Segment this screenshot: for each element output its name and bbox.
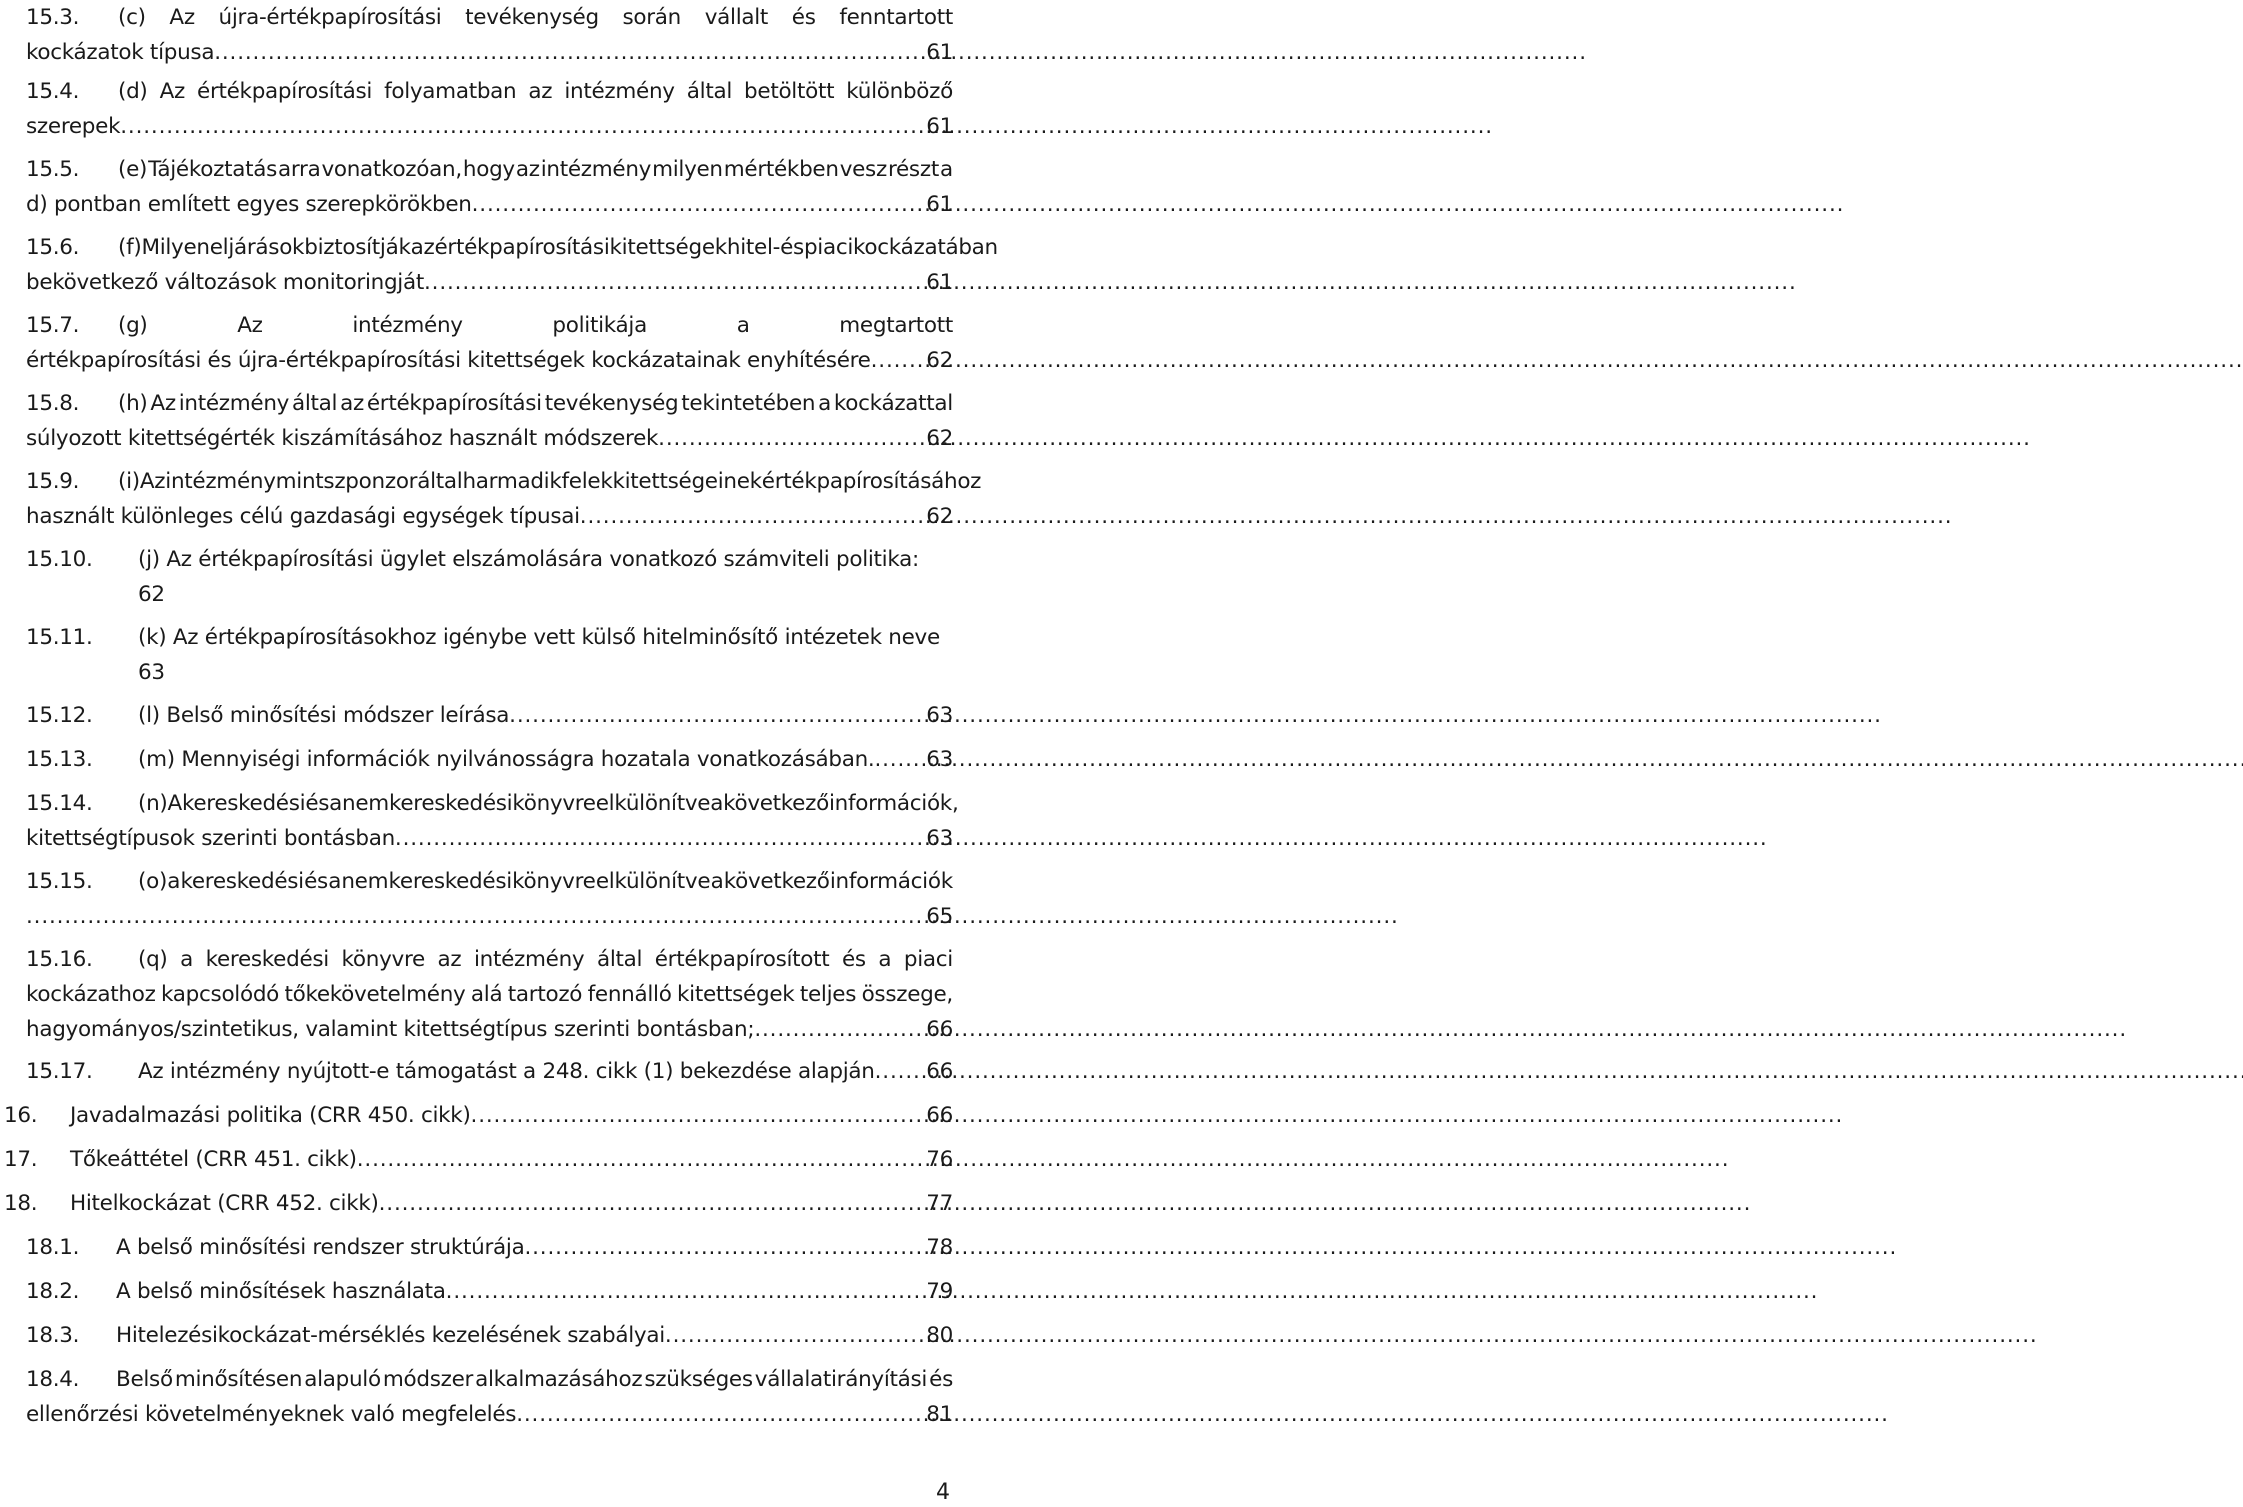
toc-word: a <box>710 869 724 894</box>
toc-word: piaci <box>803 235 854 260</box>
toc-leader-dots <box>214 35 924 71</box>
toc-word: az <box>528 79 553 104</box>
toc-word: vállalt <box>704 5 769 30</box>
toc-entry-line <box>138 655 953 691</box>
toc-entry <box>0 620 960 690</box>
toc-word: (e) <box>118 157 148 182</box>
toc-word: intézmény <box>178 391 290 416</box>
toc-entry-title: súlyozott kitettségérték kiszámításához használt módszerek <box>26 426 659 451</box>
toc-entry-page: 61 <box>926 192 953 217</box>
toc-leader-dots <box>379 1186 925 1222</box>
toc-entry <box>0 698 960 733</box>
toc-word: értékpapírosítási <box>434 235 610 260</box>
toc-word: kitettségek <box>609 235 727 260</box>
toc-word: Az <box>139 469 166 494</box>
toc-leader-dots <box>471 1098 925 1134</box>
toc-entry-number: 15.13. <box>26 747 93 772</box>
toc-word: értékpapírosításához <box>761 469 982 494</box>
toc-entry <box>0 1098 960 1133</box>
toc-word: Belső <box>116 1367 173 1392</box>
toc-leader-dots <box>658 421 924 457</box>
toc-word: teljes <box>799 982 857 1007</box>
toc-word: (h) <box>118 391 148 416</box>
toc-word: a <box>167 869 181 894</box>
toc-entry-line <box>138 1054 953 1090</box>
toc-word: alapuló <box>304 1367 381 1392</box>
toc-word: milyen <box>652 157 723 182</box>
toc-word: és <box>305 791 330 816</box>
toc-word: megtartott <box>839 313 953 338</box>
toc-word: tekintetében <box>681 391 816 416</box>
toc-entry <box>0 74 960 144</box>
toc-word: elkülönítve <box>595 869 711 894</box>
toc-word: információk <box>829 869 953 894</box>
toc-leader-dots <box>446 1274 925 1310</box>
toc-entry-page: 62 <box>926 348 953 373</box>
toc-word: Az <box>159 79 185 104</box>
toc-word: kereskedési <box>205 947 329 972</box>
toc-word: a <box>180 947 193 972</box>
toc-word: az <box>410 235 435 260</box>
toc-entry <box>0 786 960 856</box>
toc-entry-page: 63 <box>926 703 953 728</box>
toc-entry <box>0 864 960 934</box>
toc-entry-title: Hitelezésikockázat-mérséklés kezelésének szabályai <box>116 1323 665 1348</box>
toc-entry-title: bekövetkező változások monitoringját <box>26 270 424 295</box>
toc-entry-title: Javadalmazási politika (CRR 450. cikk) <box>70 1103 471 1128</box>
toc-entry-number: 17. <box>4 1147 38 1172</box>
toc-entry <box>0 942 960 1047</box>
toc-word: kockázathoz <box>26 982 156 1007</box>
toc-entry-line <box>118 386 953 422</box>
toc-entry-line <box>116 1318 953 1354</box>
toc-entry-line <box>138 542 953 578</box>
toc-entry <box>0 386 960 456</box>
toc-entry-title: (l) Belső minősítési módszer leírása <box>138 703 510 728</box>
toc-entry <box>0 1318 960 1353</box>
toc-entry-line <box>116 1362 953 1398</box>
toc-word: (g) <box>118 313 148 338</box>
toc-entry-number: 15.14. <box>26 791 93 816</box>
toc-entry-line <box>138 942 953 978</box>
toc-word: az <box>515 157 540 182</box>
toc-leader-dots <box>524 1230 924 1266</box>
toc-entry-line <box>138 698 953 734</box>
toc-leader-dots <box>424 265 924 301</box>
toc-leader-dots <box>516 1397 924 1433</box>
toc-entry-line <box>138 742 953 778</box>
toc-entry <box>0 0 960 70</box>
toc-word: kereskedési <box>388 869 512 894</box>
toc-entry-page: 62 <box>926 426 953 451</box>
toc-leader-dots <box>580 499 924 535</box>
toc-entry-line <box>26 821 953 857</box>
toc-entry-line <box>70 1142 953 1178</box>
toc-word: tartozó <box>507 982 583 1007</box>
toc-entry-title: (m) Mennyiségi információk nyilvánosságra hozatala vonatkozásában. <box>138 747 875 772</box>
toc-word: az <box>340 391 364 416</box>
toc-word: kockázattal <box>833 391 953 416</box>
toc-leader-dots <box>472 187 925 223</box>
toc-word: (q) <box>138 947 168 972</box>
toc-entry-line <box>118 152 953 188</box>
toc-entry <box>0 308 960 378</box>
toc-leader-dots <box>875 1054 925 1090</box>
toc-word: A <box>167 791 182 816</box>
toc-entry <box>0 1142 960 1177</box>
toc-word: a <box>710 791 724 816</box>
toc-word: és <box>929 1367 953 1392</box>
toc-word: könyvre <box>512 791 596 816</box>
toc-entry-page: 76 <box>926 1147 953 1172</box>
toc-entry-line <box>26 265 953 301</box>
toc-word: tevékenység <box>465 5 599 30</box>
toc-word: harmadik <box>462 469 562 494</box>
toc-word: hogy <box>462 157 515 182</box>
toc-word: mértékben <box>723 157 839 182</box>
toc-word: értékpapírosítási <box>366 391 542 416</box>
toc-entry-title: A belső minősítések használata <box>116 1279 446 1304</box>
toc-word: a <box>328 869 342 894</box>
toc-entry-title: hagyományos/szintetikus, valamint kitettségtípus szerinti bontásban; <box>26 1017 755 1042</box>
toc-word: értékpapírosítási <box>197 79 373 104</box>
toc-word: (f) <box>118 235 142 260</box>
toc-entry-line <box>138 620 953 656</box>
toc-word: intézmény <box>352 313 463 338</box>
toc-entry-line <box>116 1230 953 1266</box>
toc-word: Tájékoztatás <box>148 157 277 182</box>
toc-entry-title: d) pontban említett egyes szerepkörökben <box>26 192 472 217</box>
toc-entry-line <box>118 308 953 344</box>
toc-entry-title: Az intézmény nyújtott-e támogatást a 248. cikk (1) bekezdése alapján <box>138 1059 875 1084</box>
toc-word: intézmény <box>540 157 652 182</box>
toc-leader-dots <box>509 698 924 734</box>
toc-entry <box>0 1362 960 1432</box>
toc-word: politikája <box>552 313 647 338</box>
page-number: 4 <box>936 1480 950 1505</box>
toc-entry-line <box>118 464 982 500</box>
toc-word: piaci <box>903 947 953 972</box>
toc-word: (n) <box>138 791 168 816</box>
toc-word: folyamatban <box>384 79 517 104</box>
toc-word: (c) <box>118 5 146 30</box>
toc-word: könyvre <box>341 947 425 972</box>
toc-word: a <box>329 791 343 816</box>
toc-word: tevékenység <box>544 391 679 416</box>
toc-entry-page: 66 <box>926 1103 953 1128</box>
toc-entry-page: 81 <box>926 1402 953 1427</box>
toc-entry-title: Tőkeáttétel (CRR 451. cikk) <box>70 1147 357 1172</box>
toc-word: során <box>622 5 682 30</box>
toc-word: által <box>596 947 643 972</box>
toc-word: intézmény <box>473 947 585 972</box>
toc-word: összege, <box>861 982 953 1007</box>
toc-entry-number: 15.12. <box>26 703 93 728</box>
toc-leader-dots <box>871 343 925 379</box>
toc-entry-page: 66 <box>926 1059 953 1084</box>
toc-word: részt <box>887 157 939 182</box>
toc-leader-dots <box>874 742 924 778</box>
toc-entry-title: szerepek <box>26 114 121 139</box>
toc-word: és <box>842 947 866 972</box>
toc-word: értékpapírosított <box>654 947 830 972</box>
toc-word: arra <box>278 157 321 182</box>
toc-word: intézmény <box>165 469 276 494</box>
toc-entry-line <box>26 421 953 457</box>
toc-entry-number: 15.7. <box>26 313 80 338</box>
toc-word: vonatkozóan, <box>321 157 462 182</box>
toc-word: szükséges <box>644 1367 753 1392</box>
toc-entry-title: használt különleges célú gazdasági egységek típusai <box>26 504 580 529</box>
toc-entry <box>0 464 982 534</box>
toc-entry-page: 77 <box>926 1191 953 1216</box>
toc-entry-number: 16. <box>4 1103 38 1128</box>
toc-entry <box>0 1054 960 1089</box>
toc-entry-title: kitettségtípusok szerinti bontásban <box>26 826 395 851</box>
toc-leader-dots <box>754 1012 924 1048</box>
toc-entry-title: értékpapírosítási és újra-értékpapírosítási kitettségek kockázatainak enyhítésére <box>26 348 871 373</box>
toc-entry <box>0 542 960 612</box>
toc-entry <box>0 742 960 777</box>
toc-word: fenntartott <box>839 5 953 30</box>
toc-word: tőkekövetelmény <box>284 982 466 1007</box>
toc-entry-page: 61 <box>926 114 953 139</box>
toc-word: kockázatában <box>853 235 998 260</box>
toc-word: betöltött <box>744 79 835 104</box>
toc-word: fennálló <box>587 982 672 1007</box>
toc-entry-line <box>70 1186 953 1222</box>
toc-entry-line <box>26 977 953 1013</box>
toc-entry-line <box>26 1397 953 1433</box>
toc-entry-number: 15.17. <box>26 1059 93 1084</box>
toc-entry <box>0 152 960 222</box>
toc-entry-number: 15.15. <box>26 869 93 894</box>
toc-entry-line <box>118 0 953 36</box>
toc-entry-number: 15.10. <box>26 547 93 572</box>
toc-entry <box>0 1274 960 1309</box>
toc-entry-page: 62 <box>138 582 165 607</box>
toc-entry-page: 63 <box>926 826 953 851</box>
toc-entry-line <box>116 1274 953 1310</box>
toc-entry-title: kockázatok típusa <box>26 40 215 65</box>
toc-word: a <box>736 313 750 338</box>
toc-word: minősítésen <box>174 1367 303 1392</box>
toc-entry-line <box>70 1098 953 1134</box>
toc-entry-number: 15.9. <box>26 469 80 494</box>
toc-word: Az <box>169 5 195 30</box>
toc-entry-number: 15.4. <box>26 79 80 104</box>
toc-entry-page: 66 <box>926 1017 953 1042</box>
toc-entry-page: 63 <box>926 747 953 772</box>
toc-entry-page: 78 <box>926 1235 953 1260</box>
toc-word: (d) <box>118 79 148 104</box>
toc-entry-number: 18.1. <box>26 1235 80 1260</box>
toc-word: a <box>878 947 892 972</box>
toc-entry <box>0 1186 960 1221</box>
toc-entry-page: 62 <box>926 504 953 529</box>
toc-word: újra-értékpapírosítási <box>218 5 442 30</box>
toc-entry-line <box>138 864 953 900</box>
toc-entry-number: 15.11. <box>26 625 93 650</box>
toc-word: Az <box>150 391 176 416</box>
toc-word: szponzor <box>323 469 418 494</box>
toc-entry-page: 80 <box>926 1323 953 1348</box>
toc-entry <box>0 1230 960 1265</box>
toc-word: (o) <box>138 869 168 894</box>
toc-entry-page: 79 <box>926 1279 953 1304</box>
toc-word: és <box>780 235 804 260</box>
toc-entry-page: 65 <box>926 904 953 929</box>
toc-entry-number: 18.4. <box>26 1367 80 1392</box>
toc-word: felek <box>561 469 613 494</box>
toc-word: és <box>791 5 816 30</box>
toc-entry-page: 61 <box>926 40 953 65</box>
toc-word: vállalatirányítási <box>754 1367 928 1392</box>
toc-word: eljárások <box>209 235 305 260</box>
toc-entry-page: 63 <box>138 660 165 685</box>
toc-word: kitettségek <box>677 982 795 1007</box>
toc-entry-title: A belső minősítési rendszer struktúrája <box>116 1235 525 1260</box>
toc-entry-line <box>26 899 953 935</box>
toc-entry-title: ellenőrzési követelményeknek való megfelelés <box>26 1402 517 1427</box>
toc-word: kereskedési <box>180 869 304 894</box>
toc-word: a <box>818 391 832 416</box>
toc-entry-number: 15.5. <box>26 157 80 182</box>
toc-word: információk, <box>828 791 959 816</box>
toc-word: hitel- <box>726 235 781 260</box>
toc-word: által <box>291 391 338 416</box>
toc-word: a <box>939 157 953 182</box>
toc-word: kitettségeinek <box>612 469 762 494</box>
toc-word: és <box>304 869 328 894</box>
toc-entry-line <box>138 786 959 822</box>
toc-word: következő <box>723 869 830 894</box>
toc-word: mint <box>275 469 324 494</box>
toc-word: módszer <box>382 1367 474 1392</box>
toc-word: következő <box>723 791 829 816</box>
toc-entry-title: (k) Az értékpapírosításokhoz igénybe vett külső hitelminősítő intézetek neve <box>138 625 940 650</box>
toc-word: az <box>437 947 462 972</box>
toc-entry-line <box>26 343 953 379</box>
toc-entry-title: (j) Az értékpapírosítási ügylet elszámolására vonatkozó számviteli politika: <box>138 547 919 572</box>
toc-word: Az <box>237 313 263 338</box>
toc-word: (i) <box>118 469 140 494</box>
toc-entry-line <box>118 230 998 266</box>
toc-word: alá <box>470 982 503 1007</box>
toc-entry <box>0 230 998 300</box>
toc-entry-line <box>26 187 953 223</box>
toc-word: Milyen <box>141 235 210 260</box>
toc-word: könyvre <box>512 869 596 894</box>
toc-word: vesz <box>839 157 887 182</box>
toc-entry-line <box>26 1012 953 1048</box>
toc-leader-dots <box>120 109 924 145</box>
toc-entry-line <box>118 74 953 110</box>
toc-leader-dots <box>26 899 924 935</box>
toc-leader-dots <box>665 1318 924 1354</box>
toc-entry-line <box>26 109 953 145</box>
toc-entry-page: 61 <box>926 270 953 295</box>
toc-entry-line <box>26 35 953 71</box>
toc-word: kereskedési <box>181 791 306 816</box>
toc-entry-number: 18.2. <box>26 1279 80 1304</box>
toc-leader-dots <box>357 1142 925 1178</box>
toc-entry-line <box>26 499 953 535</box>
toc-word: által <box>417 469 463 494</box>
toc-entry-number: 15.3. <box>26 5 80 30</box>
toc-word: által <box>686 79 732 104</box>
toc-word: nem <box>341 869 389 894</box>
toc-word: kereskedési <box>388 791 513 816</box>
toc-word: alkalmazásához <box>475 1367 643 1392</box>
toc-word: intézmény <box>564 79 675 104</box>
toc-entry-line <box>138 577 953 613</box>
toc-entry-title: Hitelkockázat (CRR 452. cikk) <box>70 1191 379 1216</box>
toc-leader-dots <box>395 821 924 857</box>
toc-entry-number: 18.3. <box>26 1323 80 1348</box>
toc-word: elkülönítve <box>595 791 711 816</box>
toc-word: kapcsolódó <box>161 982 280 1007</box>
toc-entry-number: 15.6. <box>26 235 80 260</box>
toc-entry-number: 18. <box>4 1191 38 1216</box>
toc-word: nem <box>342 791 389 816</box>
toc-word: biztosítják <box>304 235 411 260</box>
toc-word: különböző <box>846 79 953 104</box>
toc-entry-number: 15.8. <box>26 391 80 416</box>
toc-entry-number: 15.16. <box>26 947 93 972</box>
